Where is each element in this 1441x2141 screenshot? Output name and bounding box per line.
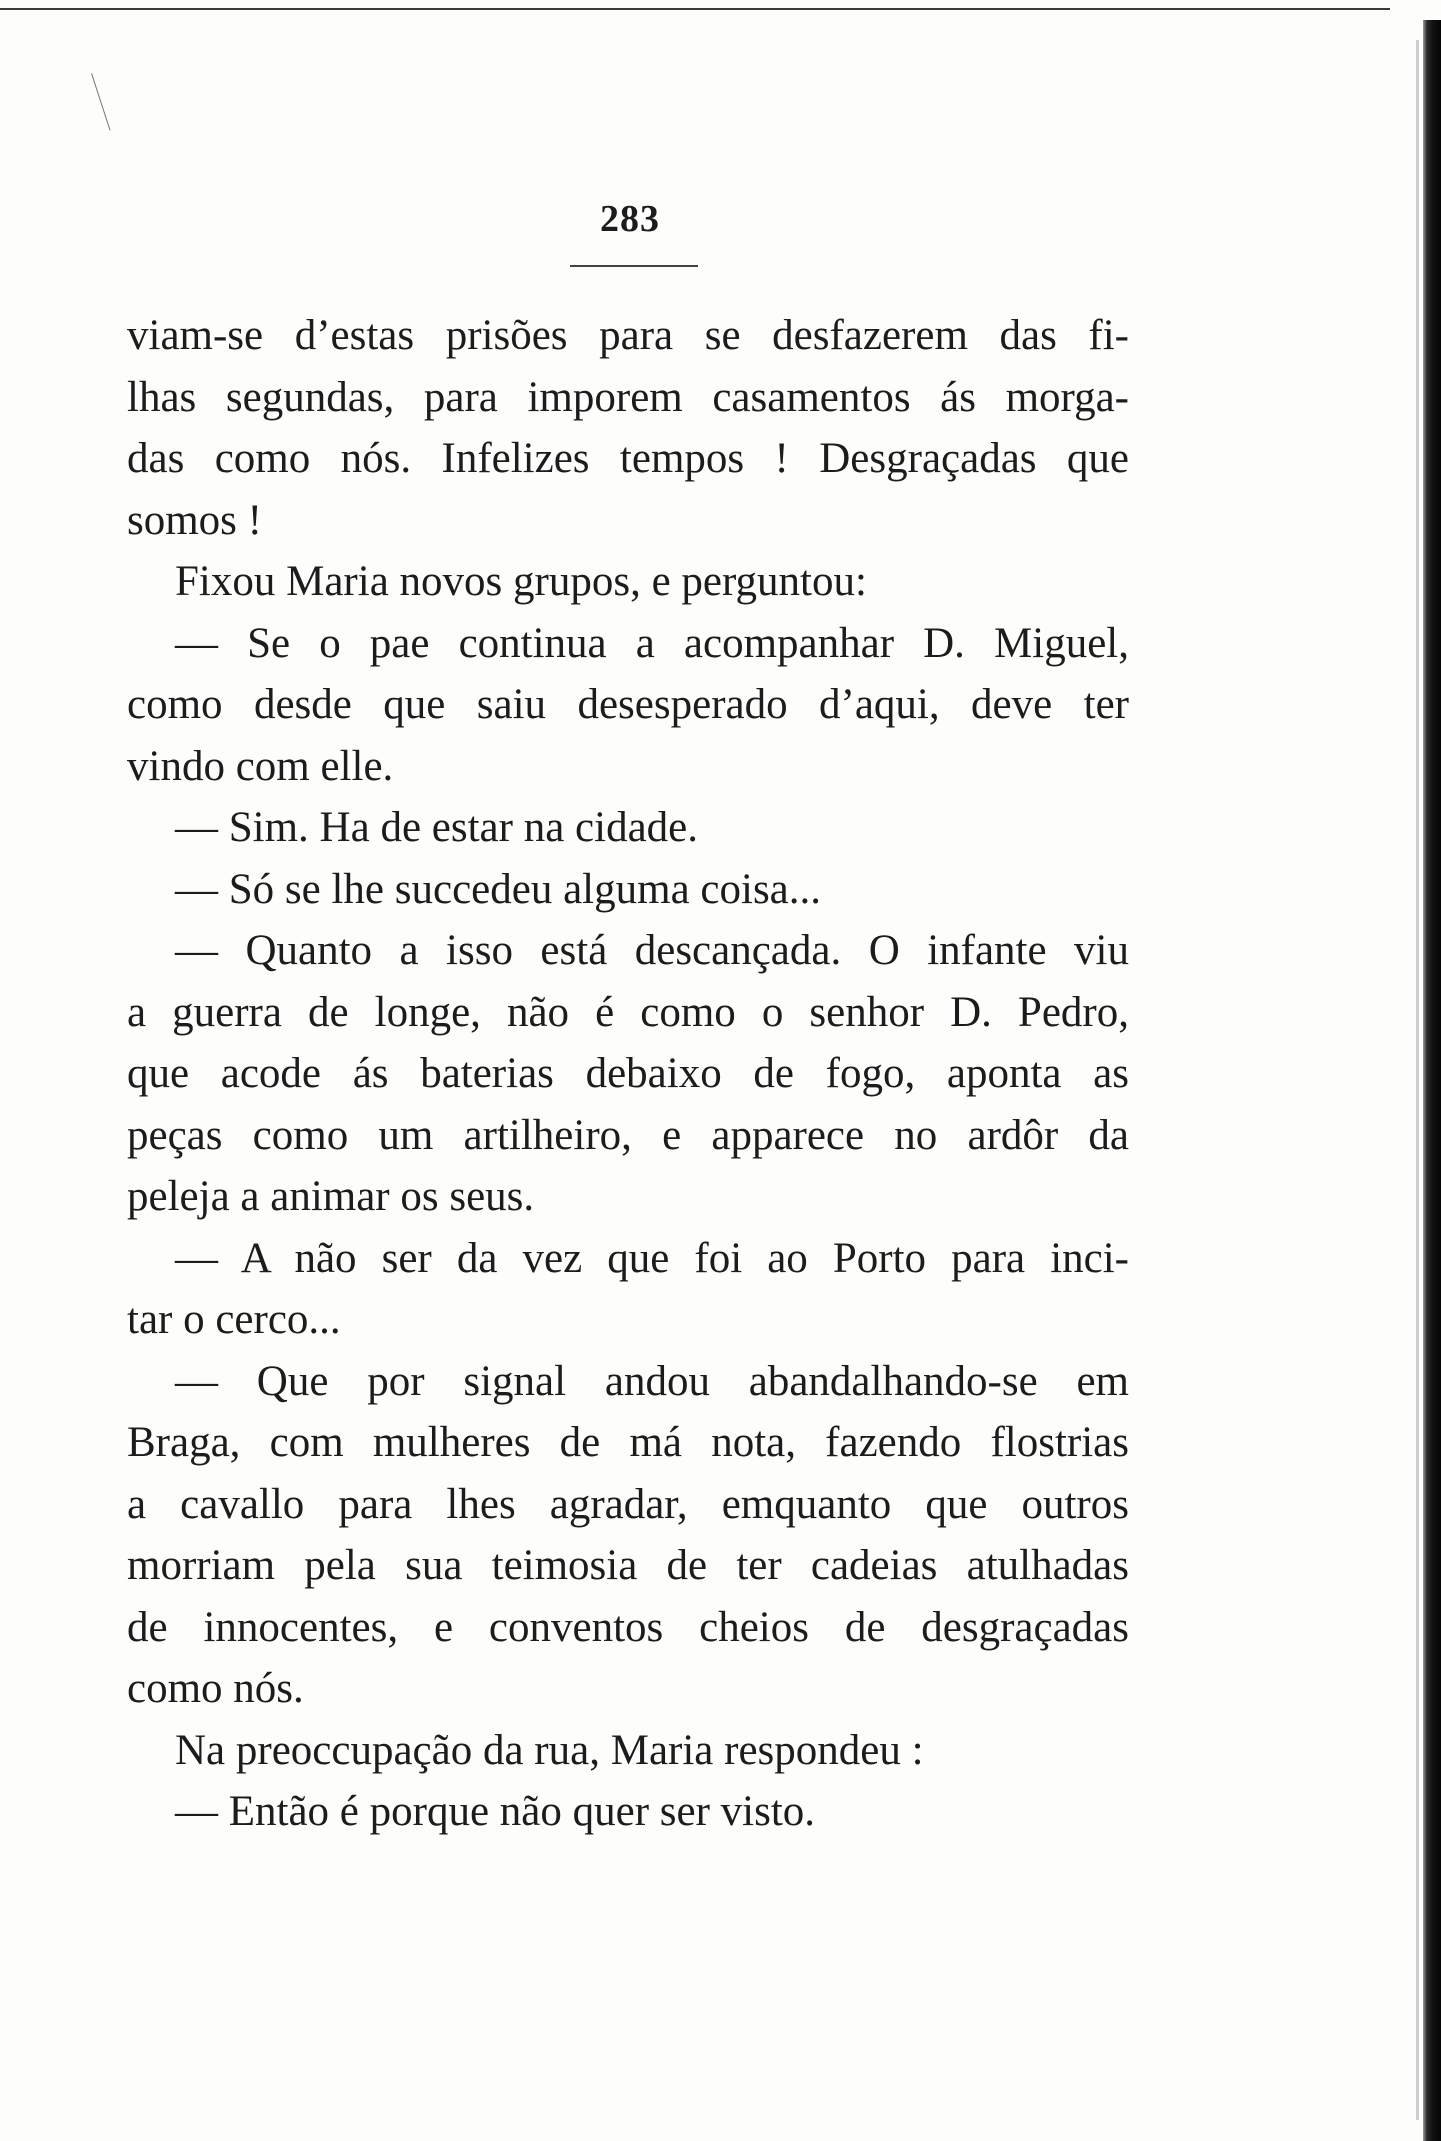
text-line: Braga, com mulheres de má nota, fazendo flostrias [127, 1419, 1129, 1466]
text-line: Fixou Maria novos grupos, e perguntou: [175, 558, 867, 605]
text-line: vindo com elle. [127, 742, 394, 790]
text-line: viam-se d’estas prisões para se desfazerem das fi- [127, 312, 1129, 359]
text-line: das como nós. Infelizes tempos ! Desgraçadas que [127, 435, 1129, 482]
text-line: que acode ás baterias debaixo de fogo, aponta as [127, 1050, 1129, 1097]
text-line: — Que por signal andou abandalhando-se em [175, 1357, 1129, 1405]
text-line: — Só se lhe succedeu alguma coisa... [175, 865, 822, 913]
text-line: tar o cerco... [127, 1296, 341, 1343]
text-line: — Sim. Ha de estar na cidade. [175, 804, 698, 851]
text-line: Na preoccupação da rua, Maria respondeu : [175, 1726, 924, 1774]
text-line: como nós. [127, 1665, 304, 1712]
text-line: somos ! [127, 496, 262, 544]
text-line: — Se o pae continua a acompanhar D. Miguel, [175, 619, 1129, 667]
text-line: morriam pela sua teimosia de ter cadeias atulhadas [127, 1542, 1129, 1589]
text-line: peças como um artilheiro, e apparece no ardôr da [127, 1111, 1129, 1159]
page-number: 283 [600, 198, 660, 240]
page-number-rule [570, 265, 698, 267]
page-binding-edge [1423, 20, 1441, 2141]
text-line: de innocentes, e conventos cheios de desgraçadas [127, 1603, 1129, 1651]
paper-mark [91, 69, 122, 130]
text-line: — Então é porque não quer ser visto. [175, 1788, 816, 1835]
text-line: — Quanto a isso está descançada. O infante viu [175, 927, 1129, 974]
text-line: a guerra de longe, não é como o senhor D. Pedro, [127, 988, 1129, 1036]
text-line: — A não ser da vez que foi ao Porto para inci- [175, 1234, 1129, 1282]
page-edge-shadow [1416, 40, 1419, 2120]
text-line: lhas segundas, para imporem casamentos ás morga- [127, 373, 1129, 421]
text-line: como desde que saiu desesperado d’aqui, deve ter [127, 681, 1129, 728]
top-edge-rule [0, 8, 1390, 10]
body-text [127, 305, 1129, 1843]
text-line: a cavallo para lhes agradar, emquanto que outros [127, 1480, 1129, 1528]
text-line: peleja a animar os seus. [127, 1173, 535, 1220]
